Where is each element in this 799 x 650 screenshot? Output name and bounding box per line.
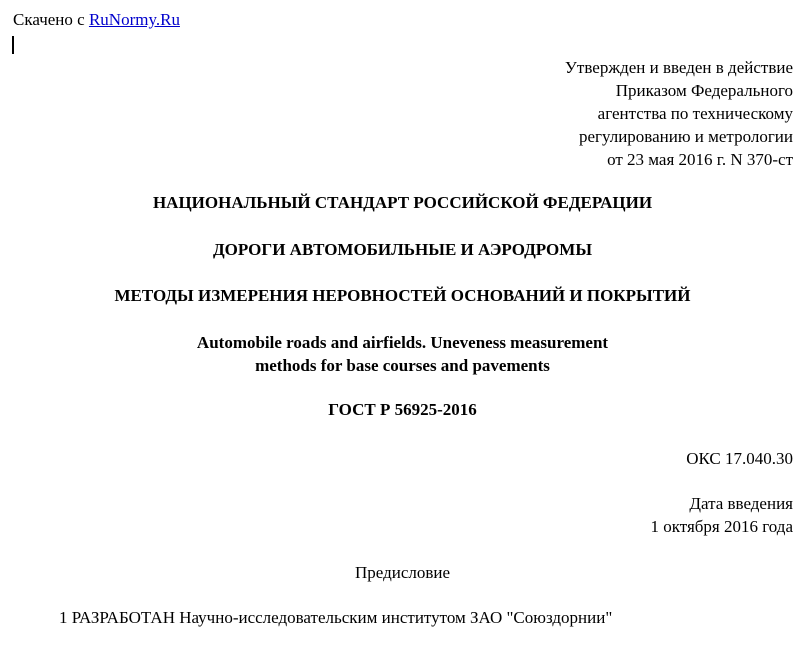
oks-code: ОКС 17.040.30 xyxy=(686,449,793,468)
preface-item-1: 1 РАЗРАБОТАН Научно-исследовательским институтом ЗАО "Союздорнии" xyxy=(59,608,613,627)
english-title-line-1: Automobile roads and airfields. Uneveness measurement xyxy=(196,333,609,352)
approval-line: агентства по техническому xyxy=(597,104,793,123)
approval-line: регулированию и метрологии xyxy=(578,127,793,146)
approval-line: от 23 мая 2016 г. N 370-ст xyxy=(607,150,793,169)
english-title-line-2: methods for base courses and pavements xyxy=(255,356,550,375)
methods-heading: МЕТОДЫ ИЗМЕРЕНИЯ НЕРОВНОСТЕЙ ОСНОВАНИЙ И ПОКРЫТИЙ xyxy=(114,286,691,305)
approval-block xyxy=(565,56,793,171)
approval-line: Приказом Федерального xyxy=(615,81,793,100)
intro-date-value: 1 октября 2016 года xyxy=(650,517,793,536)
gost-designation: ГОСТ Р 56925-2016 xyxy=(328,400,477,419)
text-cursor xyxy=(12,36,14,54)
roads-heading: ДОРОГИ АВТОМОБИЛЬНЫЕ И АЭРОДРОМЫ xyxy=(212,240,593,259)
national-standard-heading: НАЦИОНАЛЬНЫЙ СТАНДАРТ РОССИЙСКОЙ ФЕДЕРАЦИИ xyxy=(152,193,653,212)
source-link[interactable]: RuNormy.Ru xyxy=(88,10,180,29)
intro-date-label: Дата введения xyxy=(689,494,793,513)
source-prefix: Скачено с xyxy=(13,10,89,29)
source-line xyxy=(13,9,180,31)
preface-title: Предисловие xyxy=(354,563,451,582)
approval-line: Утвержден и введен в действие xyxy=(564,58,793,77)
